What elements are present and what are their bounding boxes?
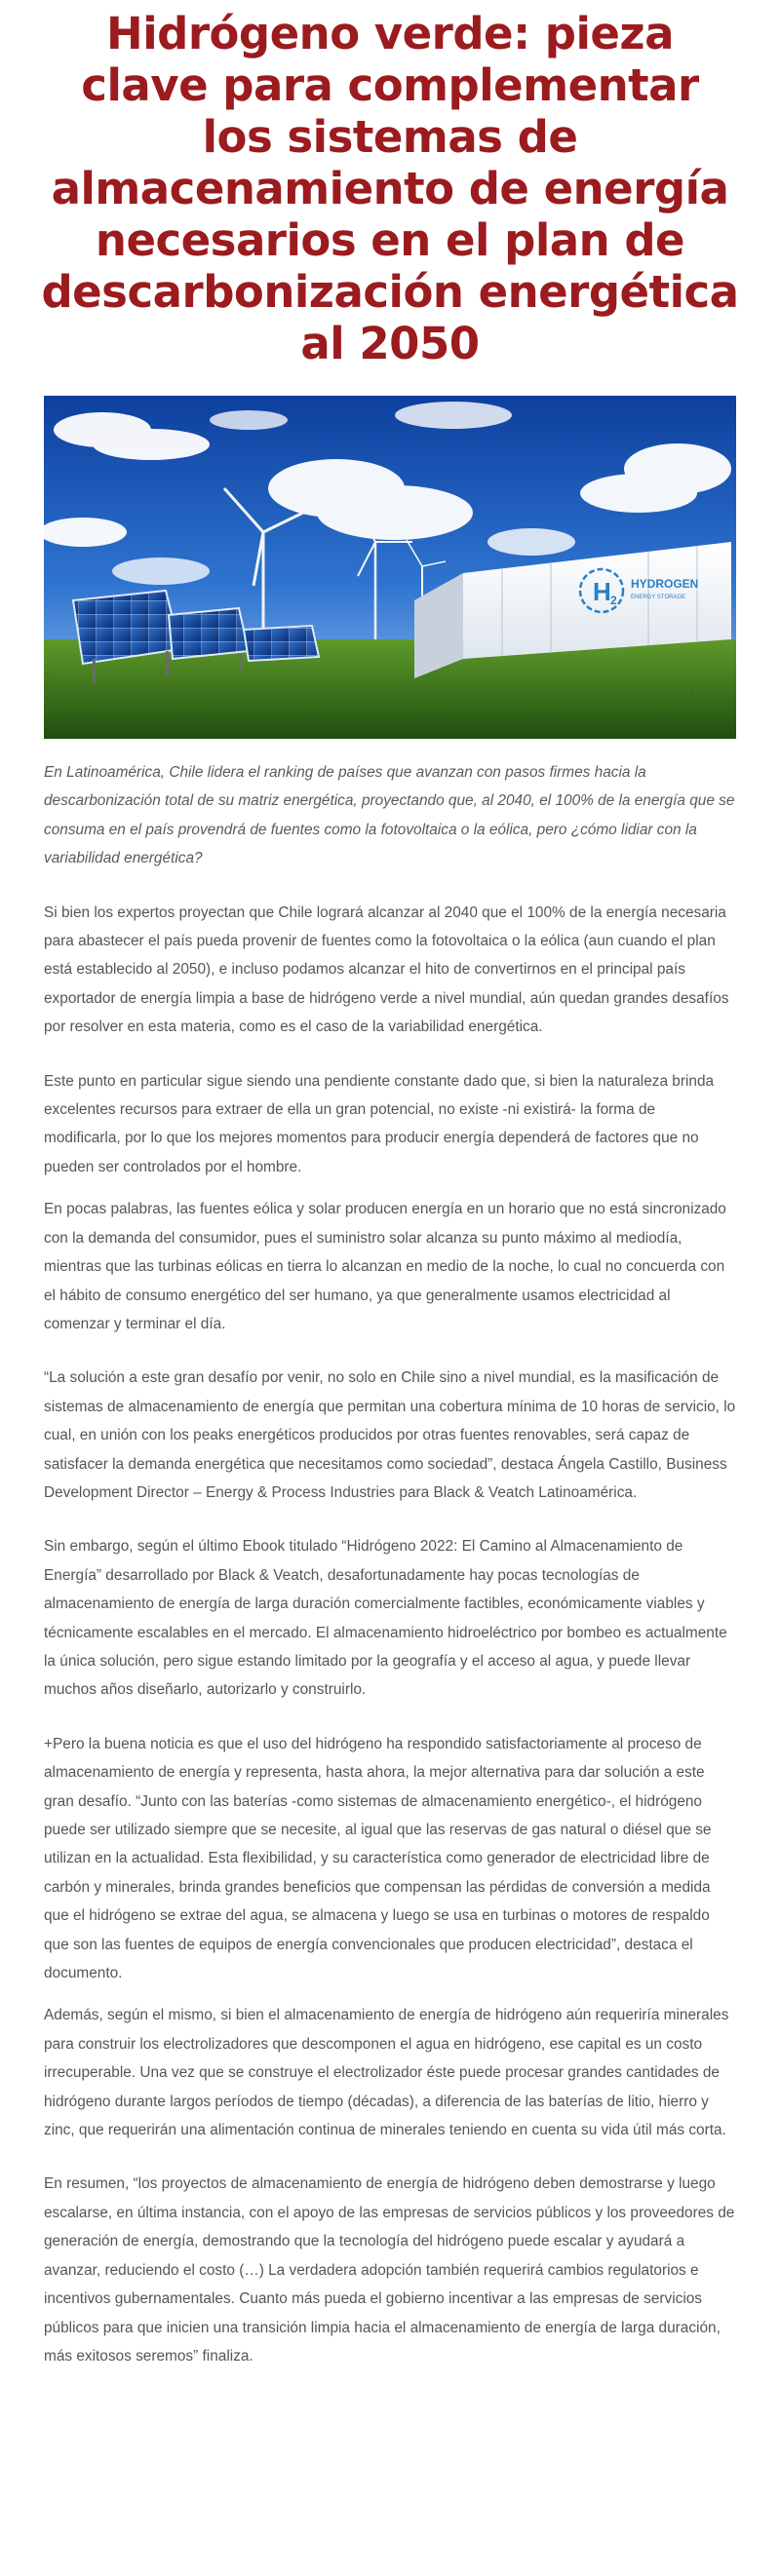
paragraph: +Pero la buena noticia es que el uso del hidrógeno ha respondido satisfactoriamente al proceso de almacenamiento de energía y representa, hasta ahora, la mejor alternativa para dar solución a este gran desafío. “Junto con las baterías -como sistemas de almacenamiento energético-, el hidrógeno puede ser utilizado siempre que se necesite, al igual que las reservas de gas natural o diésel que se utilizan en la actualidad. Esta flexibilidad, y su característica como generador de electricidad libre de carbón y minerales, brinda grandes beneficios que compensan las pérdidas de conversión a medida que el hidrógeno se extrae del agua, se almacena y luego se usa en turbinas o motores de respaldo que son las fuentes de equipos de energía convencionales que producen electricidad”, destaca el documento. [44, 1735, 712, 1982]
image-caption: En Latinoamérica, Chile lidera el ranking de países que avanzan con pasos firmes hacia la descarbonización total de su matriz energética, proyectando que, al 2040, el 100% de la energía que se consuma en el país provendrá de fuentes como la fotovoltaica o la eólica, pero ¿cómo lidiar con la variabilidad energética? [44, 764, 735, 867]
h2-logo-subscript: 2 [610, 594, 617, 607]
hero-image [44, 396, 736, 739]
article-body [44, 758, 736, 2370]
paragraph: Además, según el mismo, si bien el almacenamiento de energía de hidrógeno aún requeriría minerales para construir los electrolizadores que descomponen el agua en hidrógeno, ese capital es un costo irrecuperable. Una vez que se construye el electrolizador éste puede procesar grandes cantidades de hidrógeno durante largos períodos de tiempo (décadas), a diferencia de las baterías de litio, hierro y zinc, que requerirán una alimentación continua de minerales teniendo en cuenta su vida útil más corta. [44, 2007, 729, 2139]
paragraph: En resumen, “los proyectos de almacenamiento de energía de hidrógeno deben demostrarse y luego escalarse, en última instancia, con el apoyo de las empresas de servicios públicos y los proveedores de generación de energía, demostrando que la tecnología del hidrógeno puede escalar y ayudará a avanzar, reduciendo el costo (…) La verdadera adopción también requerirá cambios regulatorios e incentivos gubernamentales. Cuanto más pueda el gobierno incentivar a las empresas de servicios públicos para que inicien una transición limpia hacia el almacenamiento de energía de larga duración, más exitosos seremos” finaliza. [44, 2175, 735, 2365]
paragraph: “La solución a este gran desafío por venir, no solo en Chile sino a nivel mundial, es la masificación de sistemas de almacenamiento de energía que permitan una cobertura mínima de 10 horas de servicio, lo cual, en unión con los peaks energéticos producidos por otras fuentes renovables, será capaz de satisfacer la demanda energética que necesitamos como sociedad”, destaca Ángela Castillo, Business Development Director – Energy & Process Industries para Black & Veatch Latinoamérica. [44, 1369, 736, 1501]
paragraph: Este punto en particular sigue siendo una pendiente constante dado que, si bien la naturaleza brinda excelentes recursos para extraer de ella un gran potencial, no existe -ni existirá- la forma de modificarla, por lo que los mejores momentos para producir energía dependerá de factores que no pueden ser controlados por el hombre. [44, 1072, 715, 1175]
container-label: HYDROGEN [631, 577, 699, 591]
h2-logo: H [593, 577, 611, 606]
container-sublabel: ENERGY STORAGE [631, 595, 686, 600]
article-title: Hidrógeno verde: pieza clave para complementar los sistemas de almacenamiento de energía necesarios en el plan de descarbonización energética al 2050 [41, 8, 739, 369]
paragraph: Si bien los expertos proyectan que Chile logrará alcanzar al 2040 que el 100% de la energía necesaria para abastecer el país pueda provenir de fuentes como la fotovoltaica o la eólica (aun cuando el plan está establecido al 2050), e incluso podamos alcanzar el hito de convertirnos en el principal país exportador de energía limpia a base de hidrógeno verde a nivel mundial, aún quedan grandes desafíos por resolver en esta materia, como es el caso de la variabilidad energética. [44, 904, 729, 1036]
paragraph: Sin embargo, según el último Ebook titulado “Hidrógeno 2022: El Camino al Almacenamiento de Energía” desarrollado por Black & Veatch, desafortunadamente hay pocas tecnologías de almacenamiento de energía de larga duración comercialmente factibles, económicamente viables y técnicamente escalables en el mercado. El almacenamiento hidroeléctrico por bombeo es actualmente la única solución, pero sigue estando limitado por la geografía y el acceso al agua, y puede llevar muchos años diseñarlo, autorizarlo y construirlo. [44, 1538, 727, 1699]
hero-illustration [44, 396, 736, 739]
paragraph: En pocas palabras, las fuentes eólica y solar producen energía en un horario que no está sincronizado con la demanda del consumidor, pues el suministro solar alcanza su punto máximo al mediodía, mientras que las turbinas eólicas en tierra lo alcanzan en medio de la noche, lo cual no concuerda con el hábito de consumo energético del ser humano, ya que generalmente usamos electricidad al comenzar y terminar el día. [44, 1201, 726, 1332]
